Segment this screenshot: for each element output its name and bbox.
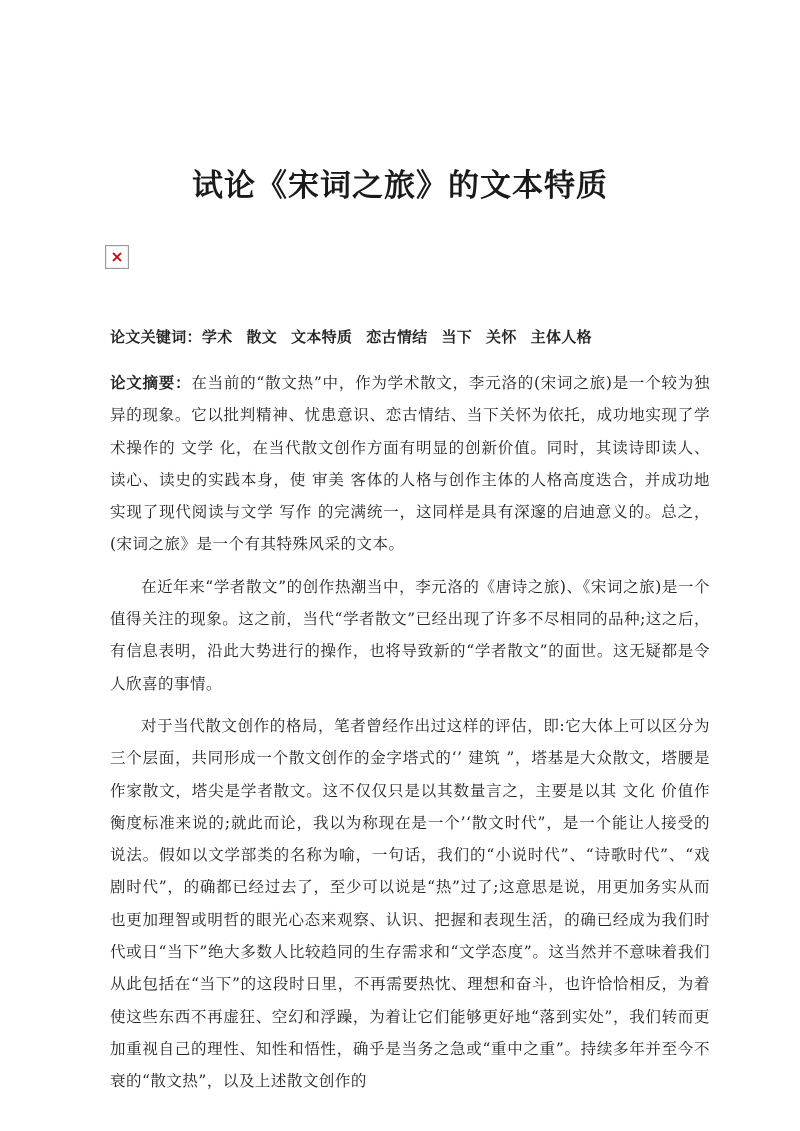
- keyword: 当下: [441, 328, 473, 346]
- keyword: 学术: [201, 328, 233, 346]
- keywords-label: 论文关键词：: [110, 328, 202, 346]
- keyword: 散文: [246, 328, 278, 346]
- page-title: 试论《宋词之旅》的文本特质: [192, 168, 608, 204]
- keyword: 主体人格: [530, 328, 592, 346]
- abstract-text: 在当前的“散文热”中，作为学术散文，李元洛的(宋词之旅)是一个较为独异的现象。它以批判精神、忧患意识、恋古情结、当下关怀为依托，成功地实现了学术操作的 文学 化，在当代散文创作方面有明显的创新价值。同时，其读诗即读人、读心、读史的实践本身，使 审美 客体的人格与创作主体的人格高度迭合，并成功地实现了现代阅读与文学 写作 的完满统一，这同样是具有深邃的启迪意义的。总之，(宋词之旅》是一个有其特殊风采的文本。: [110, 374, 710, 554]
- body-paragraph: [110, 571, 710, 700]
- keywords-line: [110, 323, 710, 351]
- body-paragraph: [110, 710, 710, 1098]
- body-paragraph-text: 对于当代散文创作的格局，笔者曾经作出过这样的评估，即:它大体上可以区分为三个层面，共同形成一个散文创作的金字塔式的‘’ 建筑 ”，塔基是大众散文，塔腰是作家散文，塔尖是学者散文。这不仅仅只是以其数量言之，主要是以其 文化 价值作衡度标准来说的;就此而论，我以为称现在是一个’‘散文时代”，是一个能让人接受的说法。假如以文学部类的名称为喻，一句话，我们的“小说时代”、“诗歌时代”、“戏剧时代”，的确都已经过去了，至少可以说是“热”过了;这意思是说，用更加务实从而也更加理智或明哲的眼光心态来观察、认识、把握和表现生活，的确已经成为我们时代或日“当下”绝大多数人比较趋同的生存需求和“文学态度”。这当然并不意味着我们从此包括在“当下”的这段时日里，不再需要热忱、理想和奋斗，也许恰恰相反，为着使这些东西不再虚狂、空幻和浮躁，为着让它们能够更好地“落到实处”，我们转而更加重视自己的理性、知性和悟性，确乎是当务之急或“重中之重”。持续多年并至今不衰的“散文热”，以及上述散文创作的: [110, 716, 710, 1091]
- keyword: 文本特质: [291, 328, 353, 346]
- keyword: 恋古情结: [366, 328, 428, 346]
- abstract-paragraph: [110, 367, 710, 561]
- broken-image-icon: [105, 245, 129, 269]
- article-body: [110, 323, 710, 1108]
- body-paragraph-text: 在近年来“学者散文”的创作热潮当中，李元洛的《唐诗之旅)、《宋词之旅)是一个值得关注的现象。这之前，当代“学者散文”已经出现了许多不尽相同的品种;这之后，有信息表明，沿此大势进行的操作，也将导致新的“学者散文”的面世。这无疑都是令人欣喜的事情。: [110, 577, 710, 693]
- abstract-label: 论文摘要：: [110, 374, 192, 392]
- red-x-icon: [112, 252, 122, 262]
- keyword: 关怀: [486, 328, 517, 346]
